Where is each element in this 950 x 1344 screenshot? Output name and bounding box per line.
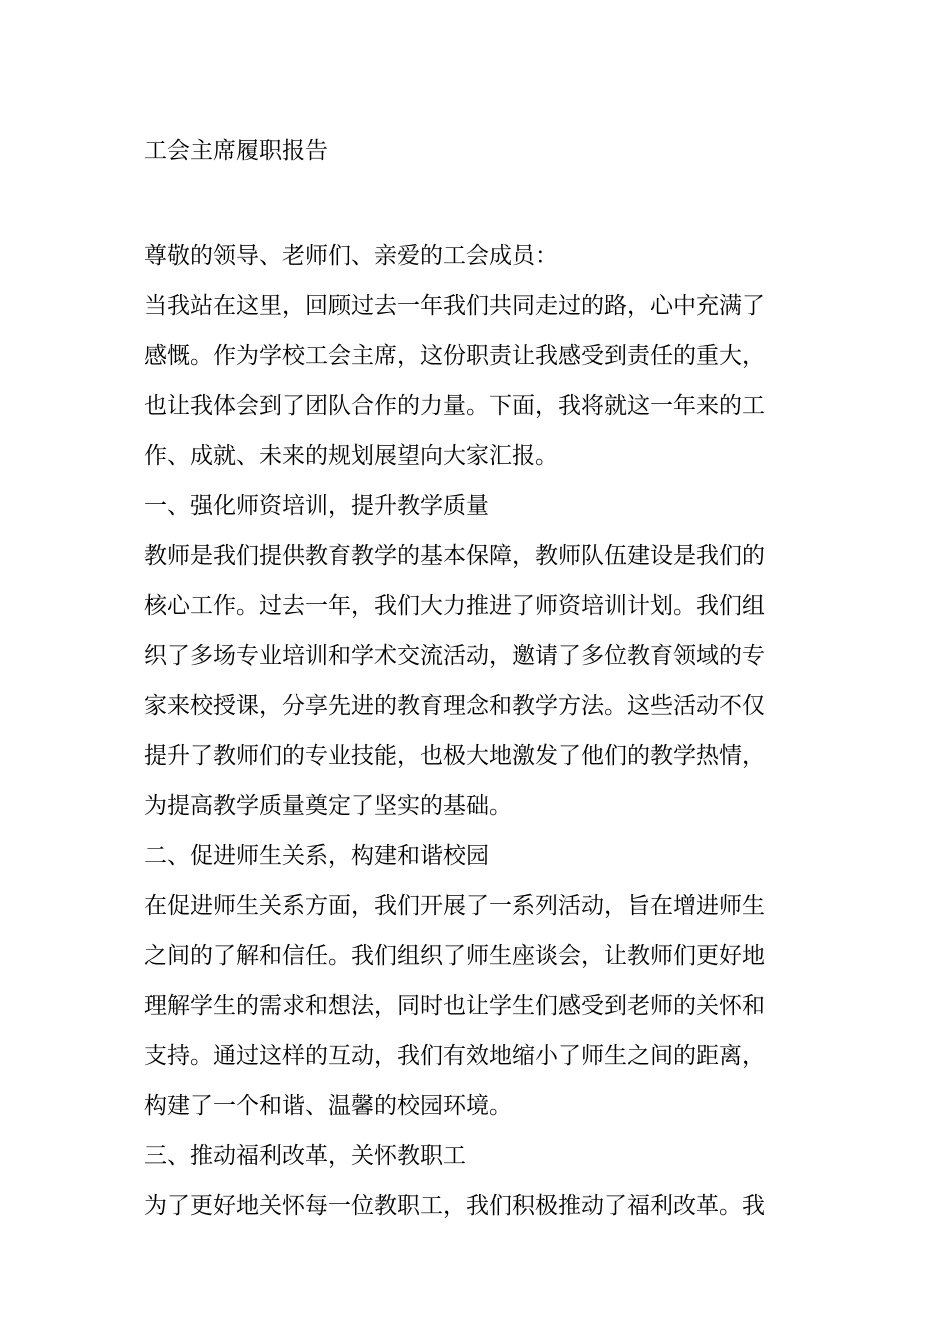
text-line: 织了多场专业培训和学术交流活动，邀请了多位教育领域的专 — [144, 643, 765, 669]
text-line: 当我站在这里，回顾过去一年我们共同走过的路，心中充满了 — [144, 293, 765, 319]
text-line: 核心工作。过去一年，我们大力推进了师资培训计划。我们组 — [144, 593, 765, 619]
text-line: 也让我体会到了团队合作的力量。下面，我将就这一年来的工 — [144, 393, 765, 419]
text-line: 提升了教师们的专业技能，也极大地激发了他们的教学热情， — [144, 743, 765, 769]
text-line: 家来校授课，分享先进的教育理念和教学方法。这些活动不仅 — [144, 693, 765, 719]
text-line: 理解学生的需求和想法，同时也让学生们感受到老师的关怀和 — [144, 993, 765, 1019]
text-line: 为提高教学质量奠定了坚实的基础。 — [144, 793, 512, 819]
text-line: 构建了一个和谐、温馨的校园环境。 — [144, 1093, 512, 1119]
text-line: 为了更好地关怀每一位教职工，我们积极推动了福利改革。我 — [144, 1193, 765, 1219]
section-heading-2: 二、促进师生关系，构建和谐校园 — [144, 843, 489, 869]
text-line: 作、成就、未来的规划展望向大家汇报。 — [144, 443, 558, 469]
section-heading-3: 三、推动福利改革，关怀教职工 — [144, 1143, 466, 1169]
section-heading-1: 一、强化师资培训，提升教学质量 — [144, 493, 489, 519]
document-title: 工会主席履职报告 — [144, 138, 328, 164]
text-line: 在促进师生关系方面，我们开展了一系列活动，旨在增进师生 — [144, 893, 765, 919]
text-line: 之间的了解和信任。我们组织了师生座谈会，让教师们更好地 — [144, 943, 765, 969]
text-line: 支持。通过这样的互动，我们有效地缩小了师生之间的距离， — [144, 1043, 765, 1069]
salutation-line: 尊敬的领导、老师们、亲爱的工会成员： — [144, 243, 558, 269]
document-body — [144, 231, 808, 1231]
text-line: 教师是我们提供教育教学的基本保障，教师队伍建设是我们的 — [144, 543, 765, 569]
text-line: 感慨。作为学校工会主席，这份职责让我感受到责任的重大， — [144, 343, 765, 369]
